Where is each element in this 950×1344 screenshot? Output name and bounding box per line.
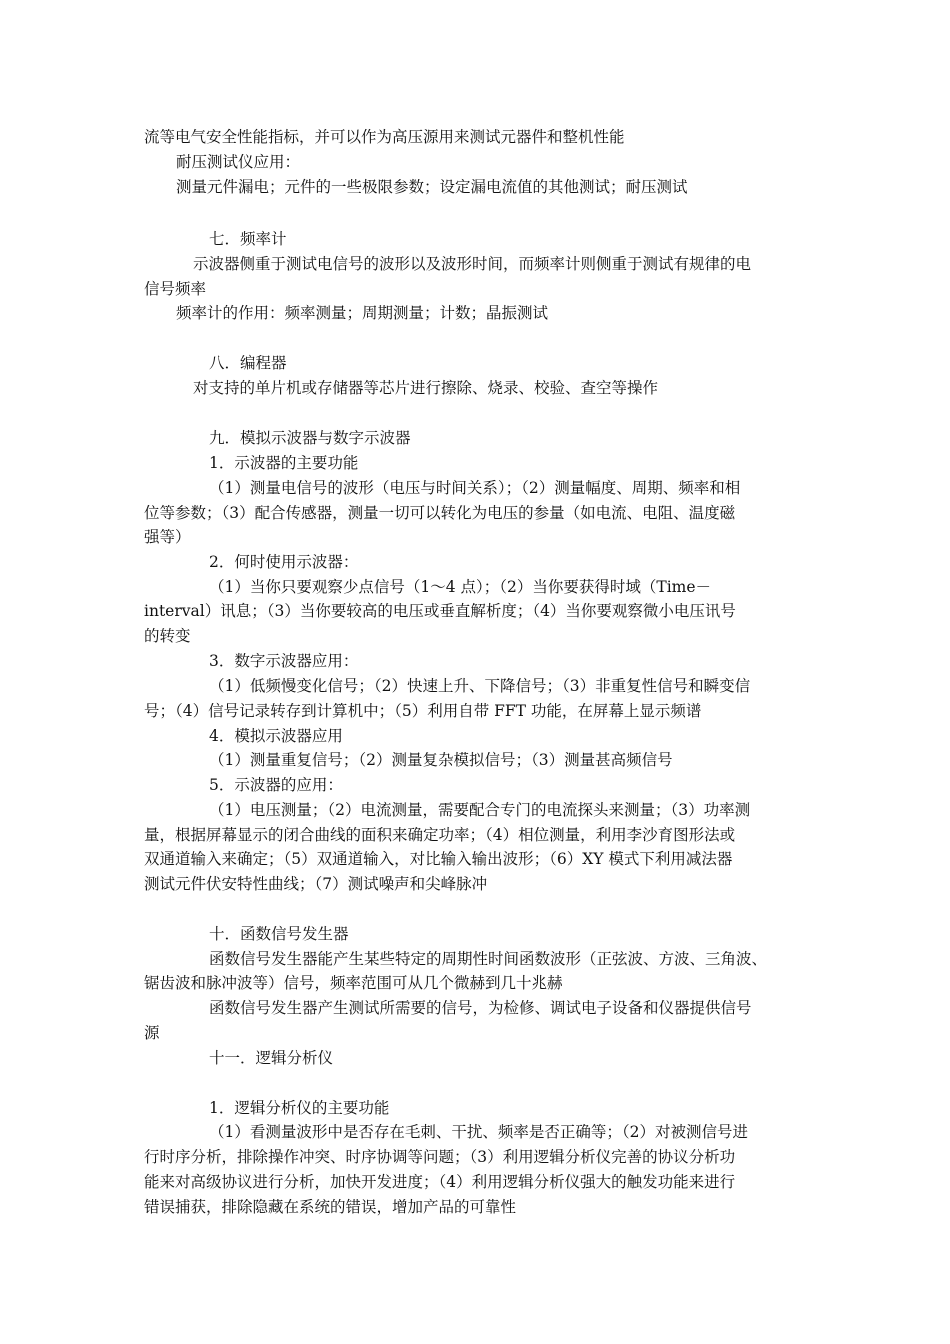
- text-line: 示波器侧重于测试电信号的波形以及波形时间，而频率计则侧重于测试有规律的电: [193, 255, 752, 273]
- text-line: 强等）: [144, 528, 191, 546]
- text-line: （1）测量重复信号；（2）测量复杂模拟信号；（3）测量甚高频信号: [209, 751, 673, 769]
- text-line: 源: [144, 1024, 160, 1042]
- text-line: 函数信号发生器产生测试所需要的信号，为检修、调试电子设备和仪器提供信号: [209, 999, 752, 1017]
- text-line: 错误捕获，排除隐藏在系统的错误，增加产品的可靠性: [144, 1198, 517, 1216]
- text-line: 位等参数；（3）配合传感器，测量一切可以转化为电压的参量（如电流、电阻、温度磁: [144, 504, 736, 522]
- subheading: 1．示波器的主要功能: [209, 454, 359, 472]
- section-heading: 九．模拟示波器与数字示波器: [209, 429, 411, 447]
- subheading: 3．数字示波器应用：: [209, 652, 359, 670]
- subheading: 1．逻辑分析仪的主要功能: [209, 1099, 390, 1117]
- text-line: interval）讯息；（3）当你要较高的电压或垂直解析度；（4）当你要观察微小电压讯号: [144, 602, 736, 620]
- text-line: 双通道输入来确定；（5）双通道输入，对比输入输出波形；（6）XY 模式下利用减法器: [144, 850, 733, 868]
- text-line: （1）测量电信号的波形（电压与时间关系）；（2）测量幅度、周期、频率和相: [209, 479, 741, 497]
- subheading: 2．何时使用示波器：: [209, 553, 359, 571]
- text-line: （1）低频慢变化信号；（2）快速上升、下降信号；（3）非重复性信号和瞬变信: [209, 677, 751, 695]
- text-line: 号；（4）信号记录转存到计算机中；（5）利用自带 FFT 功能，在屏幕上显示频谱: [144, 702, 702, 720]
- text-line: 函数信号发生器能产生某些特定的周期性时间函数波形（正弦波、方波、三角波、: [209, 950, 768, 968]
- section-heading: 八．编程器: [209, 354, 287, 372]
- text-line: 对支持的单片机或存储器等芯片进行擦除、烧录、校验、查空等操作: [193, 379, 659, 397]
- section-heading: 十一．逻辑分析仪: [209, 1049, 334, 1067]
- text-line: 频率计的作用：频率测量；周期测量；计数；晶振测试: [176, 304, 549, 322]
- text-line: （1）看测量波形中是否存在毛刺、干扰、频率是否正确等；（2）对被测信号进: [209, 1123, 748, 1141]
- text-line: 行时序分析，排除操作冲突、时序协调等问题；（3）利用逻辑分析仪完善的协议分析功: [144, 1148, 736, 1166]
- text-line: 能来对高级协议进行分析，加快开发进度；（4）利用逻辑分析仪强大的触发功能来进行: [144, 1173, 736, 1191]
- subheading: 4．模拟示波器应用: [209, 727, 343, 745]
- text-line: 锯齿波和脉冲波等）信号，频率范围可从几个微赫到几十兆赫: [144, 974, 563, 992]
- text-line: 流等电气安全性能指标，并可以作为高压源用来测试元器件和整机性能: [144, 128, 625, 146]
- text-line: 量，根据屏幕显示的闭合曲线的面积来确定功率；（4）相位测量，利用李沙育图形法或: [144, 826, 736, 844]
- text-line: （1）电压测量；（2）电流测量，需要配合专门的电流探头来测量；（3）功率测: [209, 801, 751, 819]
- subheading: 5．示波器的应用：: [209, 776, 343, 794]
- section-heading: 十．函数信号发生器: [209, 925, 349, 943]
- text-line: 的转变: [144, 627, 191, 645]
- text-line: 测试元件伏安特性曲线；（7）测试噪声和尖峰脉冲: [144, 875, 488, 893]
- text-line: （1）当你只要观察少点信号（1～4 点）；（2）当你要获得时域（Time－: [209, 578, 712, 596]
- section-heading: 七．频率计: [209, 230, 287, 248]
- text-line: 耐压测试仪应用：: [176, 153, 301, 171]
- text-line: 信号频率: [144, 280, 207, 298]
- text-line: 测量元件漏电；元件的一些极限参数；设定漏电流值的其他测试；耐压测试: [176, 178, 688, 196]
